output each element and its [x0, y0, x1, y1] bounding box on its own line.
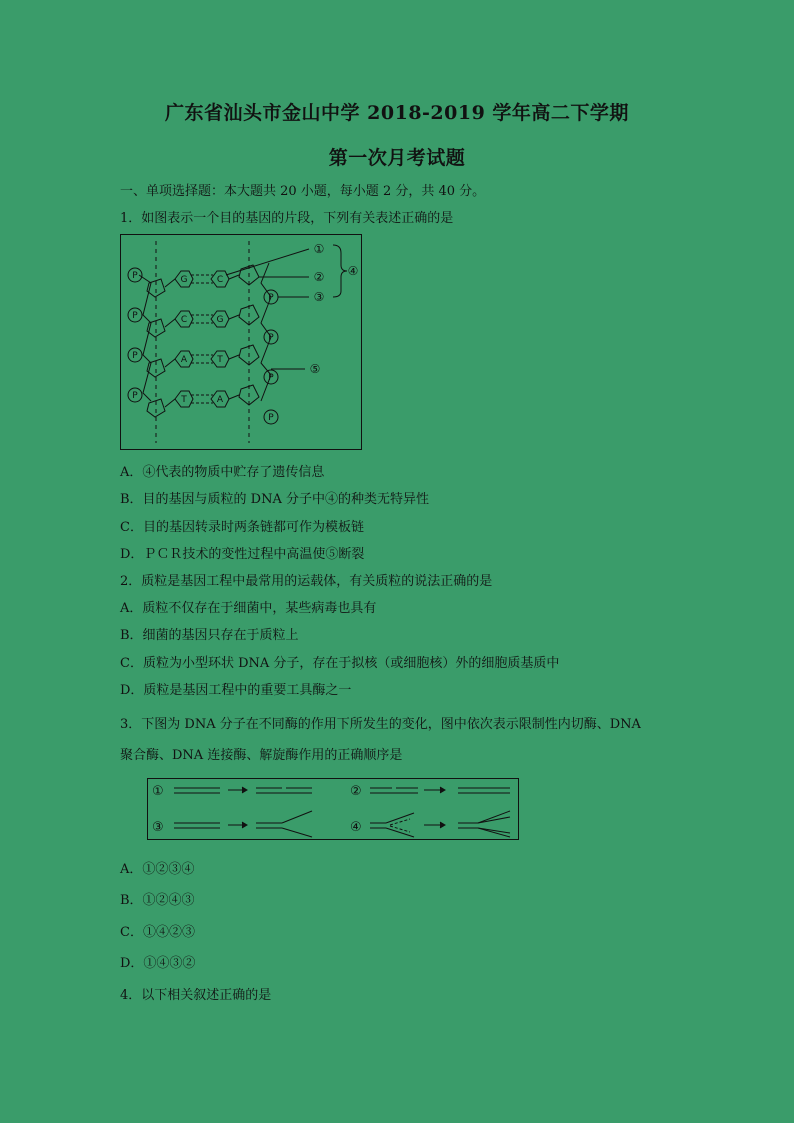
base-label-left-1: G	[180, 275, 188, 285]
question-1-option-d: D．ＰＣＲ技术的变性过程中高温使⑤断裂	[120, 547, 365, 562]
phosphate-label: P	[268, 413, 274, 423]
callout-line-1	[226, 249, 309, 275]
callout-label-4: ④	[347, 264, 359, 278]
question-2-option-c: C．质粒为小型环状 DNA 分子，存在于拟核（或细胞核）外的细胞质基质中	[120, 656, 560, 671]
question-1-option-b: B．目的基因与质粒的 DNA 分子中④的种类无特异性	[120, 492, 430, 507]
phosphate-label: P	[132, 271, 138, 281]
base-label-right-1: C	[216, 275, 224, 285]
question-1-option-c: C．目的基因转录时两条链都可作为模板链	[120, 520, 364, 535]
question-3-stem-line2: 聚合酶、DNA 连接酶、解旋酶作用的正确顺序是	[120, 748, 403, 763]
dna-structure-figure	[120, 234, 362, 450]
dna-structure-diagram	[121, 235, 361, 449]
question-2-stem: 2．质粒是基因工程中最常用的运载体，有关质粒的说法正确的是	[120, 574, 493, 589]
left-backbone	[139, 275, 151, 401]
question-1-stem: 1．如图表示一个目的基因的片段，下列有关表述正确的是	[120, 211, 454, 226]
question-2-option-a: A．质粒不仅存在于细菌中，某些病毒也具有	[120, 601, 377, 616]
callout-label-1: ①	[313, 242, 325, 256]
base-label-left-4: T	[181, 395, 187, 405]
base-label-right-3: T	[217, 355, 223, 365]
panel-label-1: ①	[152, 784, 164, 799]
phosphate-label: P	[268, 293, 274, 303]
panel-label-4: ④	[350, 820, 362, 835]
question-3-option-d: D．①④③②	[120, 956, 196, 971]
callout-label-2: ②	[313, 270, 325, 284]
callout-label-3: ③	[313, 290, 325, 304]
phosphate-label: P	[132, 351, 138, 361]
question-2-option-b: B．细菌的基因只存在于质粒上	[120, 628, 299, 643]
page-title-line1: 广东省汕头市金山中学 2018-2019 学年高二下学期	[165, 102, 629, 124]
enzyme-action-figure	[147, 778, 519, 840]
phosphate-label: P	[268, 333, 274, 343]
callout-label-5: ⑤	[309, 362, 321, 376]
phosphate-label: P	[268, 373, 274, 383]
question-1-option-a: A．④代表的物质中贮存了遗传信息	[120, 465, 325, 480]
question-3-option-b: B．①②④③	[120, 893, 195, 908]
base-label-right-4: A	[216, 395, 224, 405]
question-3-stem-line1: 3．下图为 DNA 分子在不同酶的作用下所发生的变化，图中依次表示限制性内切酶、DNA	[120, 717, 641, 732]
page-title-line2: 第一次月考试题	[328, 147, 466, 169]
brace-4	[333, 245, 347, 297]
base-label-right-2: G	[216, 315, 224, 325]
enzyme-action-diagram	[148, 779, 518, 839]
base-label-left-3: A	[180, 355, 188, 365]
question-2-option-d: D．质粒是基因工程中的重要工具酶之一	[120, 683, 352, 698]
panel-label-3: ③	[152, 820, 164, 835]
phosphate-label: P	[132, 311, 138, 321]
question-4-stem: 4．以下相关叙述正确的是	[120, 988, 272, 1003]
question-3-option-c: C．①④②③	[120, 925, 195, 940]
section-heading: 一、单项选择题：本大题共 20 小题，每小题 2 分，共 40 分。	[120, 184, 486, 199]
panel-label-2: ②	[350, 784, 362, 799]
phosphate-label: P	[132, 391, 138, 401]
base-label-left-2: C	[180, 315, 188, 325]
question-3-option-a: A．①②③④	[120, 862, 195, 877]
